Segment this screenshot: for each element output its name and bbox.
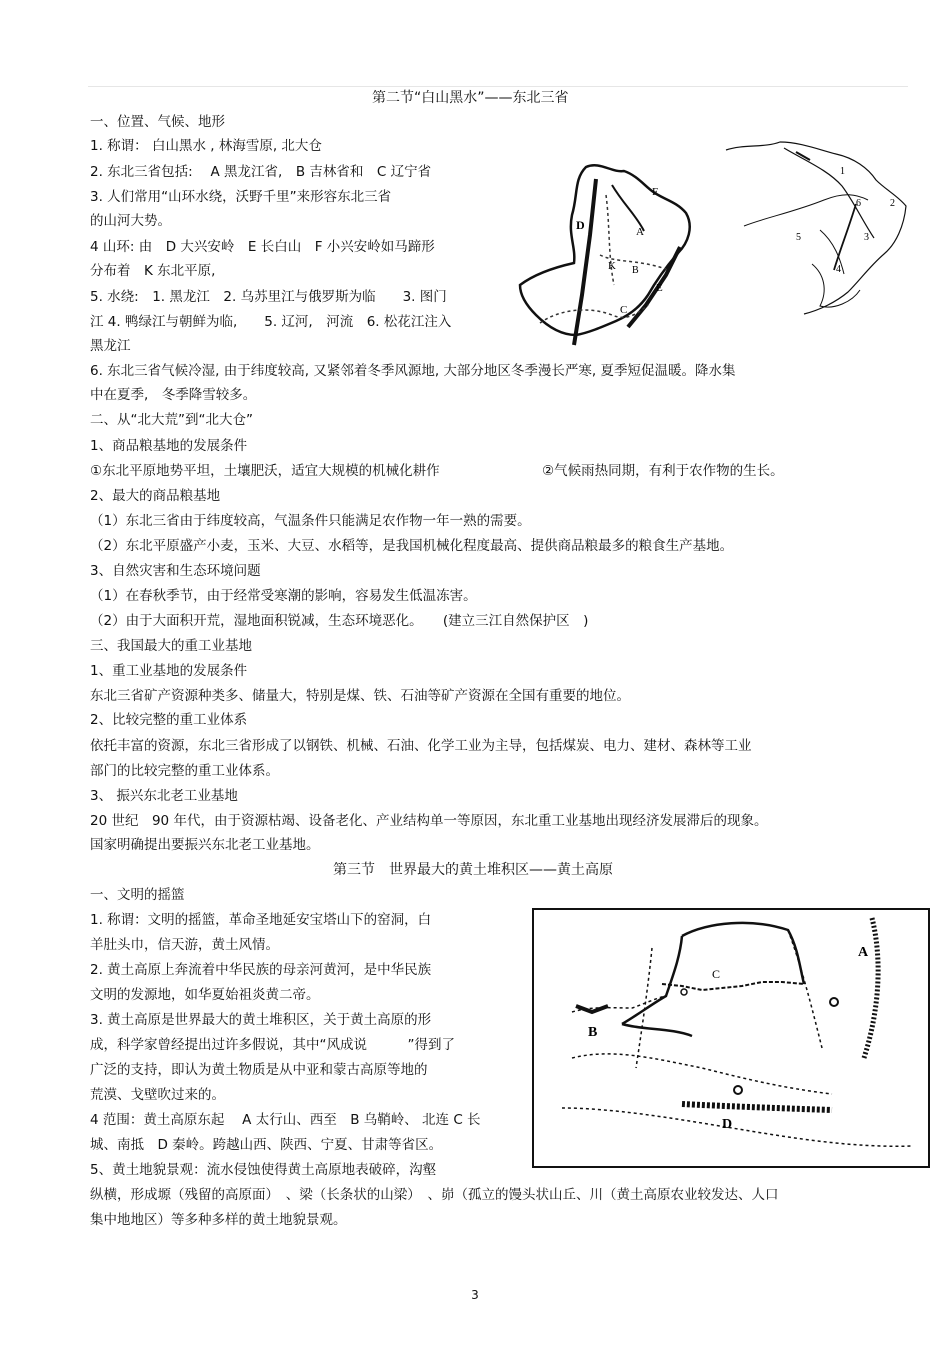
map1-label-a: A [636, 226, 644, 238]
loess-names: 1. 称谓：文明的摇篮，革命圣地延安宝塔山下的窑洞，白 [90, 912, 432, 928]
loess-formation-2: 成，科学家曾经提出过许多假说，其中“风成说 ”得到了 [90, 1037, 455, 1053]
line-mountains-cont: 分布着 K 东北平原, [90, 263, 216, 279]
sub-revitalize: 3、 振兴东北老工业基地 [90, 788, 238, 804]
heading-cradle: 一、文明的摇篮 [90, 887, 185, 903]
map3-label-d: D [722, 1117, 733, 1132]
loess-formation-3: 广泛的支持，即认为黄土物质是从中亚和蒙古高原等地的 [90, 1062, 428, 1078]
sub-industry-system: 2、比较完整的重工业体系 [90, 712, 248, 728]
line-climate: 6. 东北三省气候冷湿, 由于纬度较高, 又紧邻着冬季风源地, 大部分地区冬季漫长严寒, 夏季短促温暖。降水集 [90, 363, 736, 379]
map2-label-1: 1 [840, 166, 845, 177]
revitalize-1: 20 世纪 90 年代，由于资源枯竭、设备老化、产业结构单一等原因，东北重工业基地出现经济发展滞后的现象。 [90, 813, 768, 829]
condition-climate: ②气候雨热同期，有利于农作物的生长。 [542, 463, 784, 479]
section2-title: 第二节“白山黑水”——东北三省 [372, 90, 569, 106]
map2-label-5: 5 [796, 232, 801, 243]
grain-point-2: （2）东北平原盛产小麦，玉米、大豆、水稻等，是我国机械化程度最高、提供商品粮最多的粮食生产基地。 [90, 538, 734, 554]
loess-landforms-3: 集中地地区）等多种多样的黄土地貌景观。 [90, 1212, 347, 1228]
map3-label-a: A [858, 945, 869, 960]
map1-label-b: B [632, 265, 639, 276]
loess-landforms: 5、黄土地貌景观：流水侵蚀使得黄土高原地表破碎，沟壑 [90, 1162, 437, 1178]
map1-label-f: F [652, 186, 659, 198]
map1-label-k: K [608, 260, 616, 272]
line-climate-cont: 中在夏季, 冬季降雪较多。 [90, 387, 257, 403]
line-provinces: 2. 东北三省包括: A 黑龙江省, B 吉林省和 C 辽宁省 [90, 164, 432, 180]
header-rule [88, 86, 908, 87]
loess-yellow-river: 2. 黄土高原上奔流着中华民族的母亲河黄河，是中华民族 [90, 962, 432, 978]
map2-label-6: 6 [856, 198, 861, 209]
line-rivers-end: 黑龙江 [90, 338, 131, 354]
condition-terrain: ①东北平原地势平坦，土壤肥沃，适宜大规模的机械化耕作 [90, 463, 440, 479]
map1-label-c: C [620, 304, 628, 316]
heading-industry: 三、我国最大的重工业基地 [90, 638, 252, 654]
map3-label-c: C [712, 967, 721, 981]
map1-label-e: E [656, 282, 663, 294]
loess-range: 4 范围：黄土高原东起 A 太行山、西至 B 乌鞘岭、 北连 C 长 [90, 1112, 481, 1128]
map2-label-4: 4 [836, 264, 841, 275]
line-names: 1. 称谓： 白山黑水 , 林海雪原, 北大仓 [90, 138, 322, 154]
disaster-point-1: （1）在春秋季节，由于经常受寒潮的影响，容易发生低温冻害。 [90, 588, 477, 604]
sub-disasters: 3、自然灾害和生态环境问题 [90, 563, 261, 579]
line-rivers: 5. 水绕: 1. 黑龙江 2. 乌苏里江与俄罗斯为临 3. 图门 [90, 289, 447, 305]
loess-yellow-river-cont: 文明的发源地，如华夏始祖炎黄二帝。 [90, 987, 320, 1003]
northeast-provinces-map [516, 155, 716, 355]
map1-label-d: D [576, 218, 585, 232]
loess-formation-4: 荒漠、戈壁吹过来的。 [90, 1087, 225, 1103]
heading-location: 一、位置、气候、地形 [90, 114, 225, 130]
industry-system-1: 依托丰富的资源，东北三省形成了以钢铁、机械、石油、化学工业为主导，包括煤炭、电力、建材、森林等工业 [90, 738, 752, 754]
map2-label-2: 2 [890, 198, 895, 209]
section3-title: 第三节 世界最大的黄土堆积区——黄土高原 [333, 862, 613, 878]
industry-resources: 东北三省矿产资源种类多、储量大，特别是煤、铁、石油等矿产资源在全国有重要的地位。 [90, 688, 630, 704]
industry-system-2: 部门的比较完整的重工业体系。 [90, 763, 279, 779]
loess-range-cont: 城、南抵 D 秦岭。跨越山西、陕西、宁夏、甘肃等省区。 [90, 1137, 443, 1153]
grain-point-1: （1）东北三省由于纬度较高，气温条件只能满足农作物一年一熟的需要。 [90, 513, 531, 529]
disaster-point-2: （2）由于大面积开荒，湿地面积锐减，生态环境恶化。 (建立三江自然保护区 ) [90, 613, 589, 629]
line-description: 3. 人们常用“山环水绕，沃野千里”来形容东北三省 [90, 189, 392, 205]
loess-names-cont: 羊肚头巾，信天游，黄土风情。 [90, 937, 279, 953]
sub-grain-base: 2、最大的商品粮基地 [90, 488, 221, 504]
sub-conditions: 1、商品粮基地的发展条件 [90, 438, 248, 454]
loess-landforms-2: 纵横，形成塬（残留的高原面） 、梁（长条状的山梁） 、峁（孤立的馒头状山丘、川（黄土高原农业较发达、人口 [90, 1187, 779, 1203]
revitalize-2: 国家明确提出要振兴东北老工业基地。 [90, 837, 320, 853]
line-rivers-cont: 江 4. 鸭绿江与朝鲜为临, 5. 辽河, 河流 6. 松花江注入 [90, 314, 452, 330]
sub-industry-conditions: 1、重工业基地的发展条件 [90, 663, 248, 679]
loess-plateau-map [532, 908, 930, 1168]
line-description-cont: 的山河大势。 [90, 213, 171, 229]
northeast-rivers-map [724, 140, 910, 320]
page-number: 3 [471, 1288, 479, 1302]
line-mountains: 4 山环: 由 D 大兴安岭 E 长白山 F 小兴安岭如马蹄形 [90, 239, 435, 255]
map2-label-3: 3 [864, 232, 869, 243]
loess-formation: 3. 黄土高原是世界最大的黄土堆积区，关于黄土高原的形 [90, 1012, 432, 1028]
map3-label-b: B [588, 1025, 598, 1040]
heading-granary: 二、从“北大荒”到“北大仓” [90, 412, 253, 428]
